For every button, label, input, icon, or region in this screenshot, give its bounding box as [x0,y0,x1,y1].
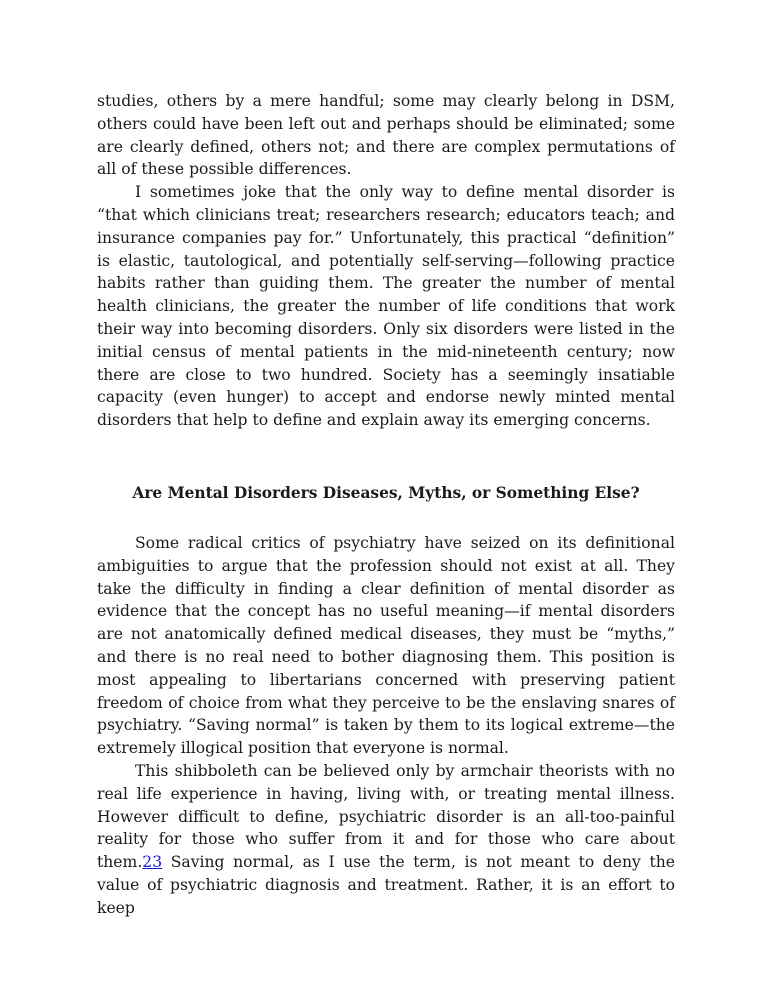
footnote-link-23[interactable]: 23 [142,853,163,872]
paragraph-shibboleth-continuation: Saving normal, as I use the term, is not meant to deny the value of psychiatric diagnosis and treatment. Rather, it is an effort to keep [97,853,675,917]
paragraph-continuation: studies, others by a mere handful; some may clearly belong in DSM, others could have been left out and perhaps should be eliminated; some are clearly defined, others not; and there are complex permutations of all of these possible differences. [97,92,675,179]
section-heading: Are Mental Disorders Diseases, Myths, or Something Else? [132,483,640,502]
paragraph-shibboleth-text: This shibboleth can be believed only by armchair theorists with no real life experience in having, living with, or treating mental illness. However difficult to define, psychiatric disorder is an all-too-painful reality for those who suffer from it and for those who care about them. [97,761,675,872]
paragraph-definition-joke: I sometimes joke that the only way to define mental disorder is “that which clinicians treat; researchers research; educators teach; and insurance companies pay for.” Unfortunately, this practical “definition” is elastic, tautological, and potentially self-serving—following practice habits rather than guiding them. The greater the number of mental health clinicians, the greater the number of life conditions that work their way into becoming disorders. Only six disorders were listed in the initial census of mental patients in the mid-nineteenth century; now there are close to two hundred. Society has a seemingly insatiable capacity (even hunger) to accept and endorse newly minted mental disorders that help to define and explain away its emerging concerns. [97,183,675,430]
paragraph-shibboleth [97,760,675,920]
page-body [97,90,675,920]
paragraph-radical-critics: Some radical critics of psychiatry have seized on its definitional ambiguities to argue that the profession should not exist at all. They take the difficulty in finding a clear definition of mental disorder as evidence that the concept has no useful meaning—if mental disorders are not anatomically defined medical diseases, they must be “myths,” and there is no real need to bother diagnosing them. This position is most appealing to libertarians concerned with preserving patient freedom of choice from what they perceive to be the enslaving snares of psychiatry. “Saving normal” is taken by them to its logical extreme—the extremely illogical position that everyone is normal. [97,533,675,758]
